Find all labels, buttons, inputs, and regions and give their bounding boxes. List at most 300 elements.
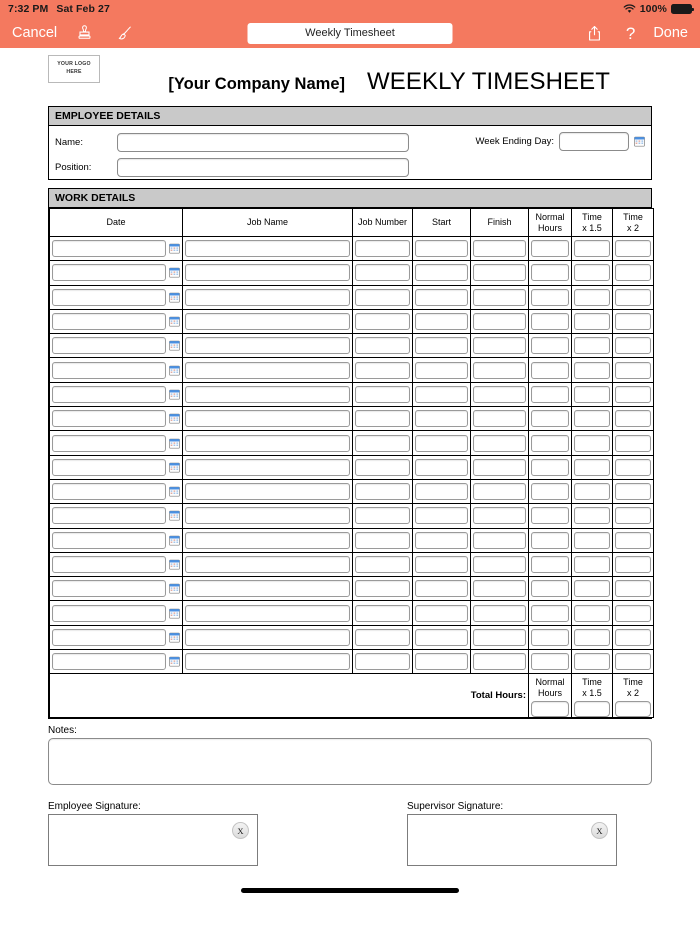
start-input[interactable] (415, 386, 468, 403)
calendar-icon[interactable] (169, 340, 180, 351)
date-input[interactable] (52, 459, 166, 476)
start-input[interactable] (415, 629, 468, 646)
cell-start (413, 504, 471, 528)
normal-hours-input[interactable] (531, 264, 569, 281)
job-number-input[interactable] (355, 532, 410, 549)
date-input[interactable] (52, 580, 166, 597)
job-number-input[interactable] (355, 435, 410, 452)
job-name-input[interactable] (185, 605, 350, 622)
calendar-icon[interactable] (634, 136, 645, 147)
cell-date (50, 455, 183, 479)
time-1-5-input[interactable] (574, 483, 610, 500)
clear-supervisor-signature-button[interactable]: X (591, 822, 608, 839)
table-body (50, 237, 654, 674)
employee-details-header: EMPLOYEE DETAILS (49, 107, 651, 126)
cell-finish (471, 261, 529, 285)
cell-finish (471, 285, 529, 309)
cell-job-number (353, 504, 413, 528)
job-name-input[interactable] (185, 337, 350, 354)
column-header-time-1-5 (572, 209, 613, 237)
notes-label: Notes: (48, 725, 77, 737)
cell-time-1-5 (572, 528, 613, 552)
job-name-input[interactable] (185, 410, 350, 427)
table-row (50, 309, 654, 333)
stamp-icon[interactable] (71, 22, 97, 44)
finish-input[interactable] (473, 410, 526, 427)
finish-input[interactable] (473, 483, 526, 500)
time-2-input[interactable] (615, 556, 651, 573)
cell-normal-hours (529, 285, 572, 309)
cell-time-1-5 (572, 650, 613, 674)
cell-job-number (353, 285, 413, 309)
normal-hours-input[interactable] (531, 240, 569, 257)
employee-name-input[interactable] (117, 133, 409, 152)
cell-job-name (183, 334, 353, 358)
date-input[interactable] (52, 507, 166, 524)
cell-job-name (183, 382, 353, 406)
table-footer (50, 674, 654, 718)
battery-full-icon (671, 4, 692, 14)
table-row (50, 358, 654, 382)
cell-time-1-5 (572, 504, 613, 528)
cell-job-name (183, 625, 353, 649)
job-number-input[interactable] (355, 264, 410, 281)
job-name-input[interactable] (185, 653, 350, 670)
calendar-icon[interactable] (169, 267, 180, 278)
finish-input[interactable] (473, 556, 526, 573)
start-input[interactable] (415, 240, 468, 257)
normal-hours-input[interactable] (531, 507, 569, 524)
normal-hours-input[interactable] (531, 532, 569, 549)
job-number-input[interactable] (355, 629, 410, 646)
date-input[interactable] (52, 410, 166, 427)
time-2-input[interactable] (615, 532, 651, 549)
time-2-input[interactable] (615, 653, 651, 670)
time-1-5-input[interactable] (574, 580, 610, 597)
cell-time-2 (613, 528, 654, 552)
table-row (50, 577, 654, 601)
calendar-icon[interactable] (169, 608, 180, 619)
time-1-5-input[interactable] (574, 605, 610, 622)
cell-job-name (183, 552, 353, 576)
finish-input[interactable] (473, 653, 526, 670)
employee-signature-label: Employee Signature: (48, 801, 141, 813)
status-bar-left (8, 3, 110, 15)
cell-finish (471, 334, 529, 358)
start-input[interactable] (415, 410, 468, 427)
cell-job-number (353, 455, 413, 479)
cancel-button[interactable]: Cancel (12, 24, 58, 41)
total-time-1-5-cell (572, 674, 613, 718)
cell-start (413, 407, 471, 431)
totals-row (50, 674, 654, 718)
cell-start (413, 552, 471, 576)
time-1-5-input[interactable] (574, 532, 610, 549)
table-row (50, 601, 654, 625)
cell-job-number (353, 625, 413, 649)
cell-start (413, 261, 471, 285)
total-normal-hours-label: Normal Hours (535, 677, 565, 698)
finish-input[interactable] (473, 629, 526, 646)
cell-time-2 (613, 382, 654, 406)
logo-placeholder-line1: YOUR LOGO (57, 61, 91, 68)
finish-input[interactable] (473, 337, 526, 354)
normal-hours-input[interactable] (531, 337, 569, 354)
finish-input[interactable] (473, 362, 526, 379)
calendar-icon[interactable] (169, 583, 180, 594)
cell-finish (471, 479, 529, 503)
start-input[interactable] (415, 362, 468, 379)
total-time-2-input[interactable] (615, 701, 651, 717)
start-input[interactable] (415, 580, 468, 597)
time-2-input[interactable] (615, 459, 651, 476)
total-time-2-label: Time x 2 (623, 677, 643, 698)
job-number-input[interactable] (355, 386, 410, 403)
start-input[interactable] (415, 337, 468, 354)
cell-time-1-5 (572, 577, 613, 601)
table-row (50, 455, 654, 479)
employee-position-input[interactable] (117, 158, 409, 177)
finish-input[interactable] (473, 264, 526, 281)
brush-icon[interactable] (111, 22, 137, 44)
job-number-input[interactable] (355, 556, 410, 573)
date-input[interactable] (52, 289, 166, 306)
cell-normal-hours (529, 431, 572, 455)
cell-job-number (353, 552, 413, 576)
time-1-5-input[interactable] (574, 313, 610, 330)
company-name[interactable]: [Your Company Name] (168, 75, 345, 93)
employee-details-body (49, 126, 651, 179)
cell-time-2 (613, 625, 654, 649)
cell-normal-hours (529, 358, 572, 382)
date-input[interactable] (52, 313, 166, 330)
job-number-input[interactable] (355, 483, 410, 500)
cell-time-2 (613, 261, 654, 285)
normal-hours-input[interactable] (531, 435, 569, 452)
done-button[interactable]: Done (653, 24, 688, 41)
week-ending-input[interactable] (559, 132, 629, 151)
time-2-input[interactable] (615, 264, 651, 281)
time-2-line1: Time (623, 212, 643, 223)
cell-job-name (183, 285, 353, 309)
normal-hours-input[interactable] (531, 313, 569, 330)
job-number-input[interactable] (355, 410, 410, 427)
cell-time-1-5 (572, 552, 613, 576)
job-number-input[interactable] (355, 337, 410, 354)
cell-normal-hours (529, 479, 572, 503)
job-name-input[interactable] (185, 362, 350, 379)
start-input[interactable] (415, 605, 468, 622)
job-name-input[interactable] (185, 289, 350, 306)
cell-date (50, 285, 183, 309)
cell-finish (471, 431, 529, 455)
cell-time-2 (613, 650, 654, 674)
job-name-input[interactable] (185, 483, 350, 500)
time-2-input[interactable] (615, 483, 651, 500)
column-header-date: Date (50, 209, 183, 237)
table-row (50, 334, 654, 358)
job-number-input[interactable] (355, 580, 410, 597)
time-2-input[interactable] (615, 410, 651, 427)
time-1-5-input[interactable] (574, 507, 610, 524)
cell-job-number (353, 382, 413, 406)
job-name-input[interactable] (185, 313, 350, 330)
time-1-5-input[interactable] (574, 289, 610, 306)
cell-date (50, 261, 183, 285)
start-input[interactable] (415, 507, 468, 524)
finish-input[interactable] (473, 313, 526, 330)
start-input[interactable] (415, 483, 468, 500)
job-number-input[interactable] (355, 507, 410, 524)
normal-hours-input[interactable] (531, 629, 569, 646)
start-input[interactable] (415, 264, 468, 281)
cell-job-number (353, 650, 413, 674)
calendar-icon[interactable] (169, 292, 180, 303)
status-bar-time: 7:32 PM (8, 3, 49, 15)
cell-normal-hours (529, 552, 572, 576)
time-2-input[interactable] (615, 337, 651, 354)
cell-job-name (183, 407, 353, 431)
job-number-input[interactable] (355, 240, 410, 257)
table-row (50, 407, 654, 431)
normal-hours-input[interactable] (531, 483, 569, 500)
table-row (50, 261, 654, 285)
finish-input[interactable] (473, 289, 526, 306)
job-name-input[interactable] (185, 264, 350, 281)
calendar-icon[interactable] (169, 389, 180, 400)
time-1-5-line1: Time (582, 212, 602, 223)
cell-time-1-5 (572, 358, 613, 382)
start-input[interactable] (415, 289, 468, 306)
cell-time-2 (613, 431, 654, 455)
calendar-icon[interactable] (169, 462, 180, 473)
table-row (50, 528, 654, 552)
column-header-job-name: Job Name (183, 209, 353, 237)
start-input[interactable] (415, 435, 468, 452)
cell-date (50, 334, 183, 358)
table-header (50, 209, 654, 237)
calendar-icon[interactable] (169, 365, 180, 376)
job-number-input[interactable] (355, 605, 410, 622)
notes-input[interactable] (48, 738, 652, 785)
time-1-5-input[interactable] (574, 337, 610, 354)
wifi-icon (623, 4, 636, 14)
total-time-1-5-input[interactable] (574, 701, 610, 717)
start-input[interactable] (415, 459, 468, 476)
cell-time-2 (613, 504, 654, 528)
cell-start (413, 285, 471, 309)
cell-finish (471, 407, 529, 431)
time-2-input[interactable] (615, 386, 651, 403)
job-number-input[interactable] (355, 289, 410, 306)
normal-hours-input[interactable] (531, 605, 569, 622)
job-name-input[interactable] (185, 556, 350, 573)
document-title-field[interactable] (248, 23, 453, 44)
time-2-input[interactable] (615, 629, 651, 646)
normal-hours-input[interactable] (531, 386, 569, 403)
calendar-icon[interactable] (169, 316, 180, 327)
date-input[interactable] (52, 264, 166, 281)
normal-hours-input[interactable] (531, 459, 569, 476)
ios-status-bar (0, 0, 700, 18)
time-1-5-input[interactable] (574, 362, 610, 379)
help-button[interactable]: ? (625, 23, 636, 43)
calendar-icon[interactable] (169, 243, 180, 254)
job-name-input[interactable] (185, 240, 350, 257)
cell-finish (471, 237, 529, 261)
date-input[interactable] (52, 337, 166, 354)
status-bar-date: Sat Feb 27 (56, 3, 110, 15)
cell-start (413, 431, 471, 455)
cell-date (50, 528, 183, 552)
table-row (50, 625, 654, 649)
employee-signature-pad[interactable] (48, 814, 258, 866)
cell-job-name (183, 650, 353, 674)
finish-input[interactable] (473, 240, 526, 257)
normal-hours-input[interactable] (531, 653, 569, 670)
time-1-5-input[interactable] (574, 435, 610, 452)
cell-job-number (353, 237, 413, 261)
calendar-icon[interactable] (169, 413, 180, 424)
cell-job-name (183, 504, 353, 528)
job-number-input[interactable] (355, 459, 410, 476)
cell-time-1-5 (572, 237, 613, 261)
date-input[interactable] (52, 240, 166, 257)
calendar-icon[interactable] (169, 486, 180, 497)
job-name-input[interactable] (185, 435, 350, 452)
job-name-input[interactable] (185, 629, 350, 646)
start-input[interactable] (415, 313, 468, 330)
cell-time-1-5 (572, 601, 613, 625)
calendar-icon[interactable] (169, 656, 180, 667)
cell-job-number (353, 601, 413, 625)
time-1-5-input[interactable] (574, 653, 610, 670)
start-input[interactable] (415, 653, 468, 670)
time-1-5-input[interactable] (574, 264, 610, 281)
start-input[interactable] (415, 556, 468, 573)
date-input[interactable] (52, 435, 166, 452)
cell-job-name (183, 455, 353, 479)
time-2-input[interactable] (615, 240, 651, 257)
time-1-5-input[interactable] (574, 386, 610, 403)
time-1-5-input[interactable] (574, 556, 610, 573)
calendar-icon[interactable] (169, 559, 180, 570)
finish-input[interactable] (473, 532, 526, 549)
time-2-input[interactable] (615, 435, 651, 452)
calendar-icon[interactable] (169, 438, 180, 449)
job-number-input[interactable] (355, 362, 410, 379)
time-1-5-input[interactable] (574, 459, 610, 476)
time-2-input[interactable] (615, 580, 651, 597)
cell-date (50, 407, 183, 431)
job-name-input[interactable] (185, 507, 350, 524)
cell-job-name (183, 601, 353, 625)
cell-job-number (353, 528, 413, 552)
date-input[interactable] (52, 629, 166, 646)
week-ending-group (475, 132, 645, 151)
date-input[interactable] (52, 605, 166, 622)
normal-hours-input[interactable] (531, 556, 569, 573)
table-row (50, 504, 654, 528)
time-1-5-input[interactable] (574, 629, 610, 646)
date-input[interactable] (52, 556, 166, 573)
finish-input[interactable] (473, 605, 526, 622)
column-header-finish: Finish (471, 209, 529, 237)
time-2-input[interactable] (615, 313, 651, 330)
cell-normal-hours (529, 261, 572, 285)
cell-finish (471, 528, 529, 552)
finish-input[interactable] (473, 459, 526, 476)
job-name-input[interactable] (185, 580, 350, 597)
time-1-5-input[interactable] (574, 240, 610, 257)
start-input[interactable] (415, 532, 468, 549)
calendar-icon[interactable] (169, 632, 180, 643)
calendar-icon[interactable] (169, 510, 180, 521)
cell-time-1-5 (572, 625, 613, 649)
clear-employee-signature-button[interactable]: X (232, 822, 249, 839)
cell-normal-hours (529, 625, 572, 649)
job-number-input[interactable] (355, 653, 410, 670)
time-2-input[interactable] (615, 507, 651, 524)
table-row (50, 552, 654, 576)
notes-section (48, 725, 652, 785)
document-title-text: Weekly Timesheet (305, 27, 395, 39)
cell-normal-hours (529, 650, 572, 674)
time-2-input[interactable] (615, 289, 651, 306)
cell-job-number (353, 577, 413, 601)
normal-hours-input[interactable] (531, 410, 569, 427)
job-name-input[interactable] (185, 459, 350, 476)
total-time-2-cell (613, 674, 654, 718)
finish-input[interactable] (473, 507, 526, 524)
cell-job-name (183, 309, 353, 333)
time-2-input[interactable] (615, 362, 651, 379)
date-input[interactable] (52, 653, 166, 670)
date-input[interactable] (52, 532, 166, 549)
total-normal-hours-input[interactable] (531, 701, 569, 717)
date-input[interactable] (52, 386, 166, 403)
normal-hours-input[interactable] (531, 289, 569, 306)
column-header-job-number: Job Number (353, 209, 413, 237)
document-header (0, 48, 700, 106)
job-number-input[interactable] (355, 313, 410, 330)
normal-hours-input[interactable] (531, 580, 569, 597)
total-time-1-5-label: Time x 1.5 (582, 677, 602, 698)
share-icon[interactable] (582, 22, 608, 44)
table-row (50, 285, 654, 309)
employee-signature-block (48, 801, 258, 866)
job-name-input[interactable] (185, 386, 350, 403)
normal-hours-input[interactable] (531, 362, 569, 379)
job-name-input[interactable] (185, 532, 350, 549)
date-input[interactable] (52, 362, 166, 379)
finish-input[interactable] (473, 435, 526, 452)
time-1-5-input[interactable] (574, 410, 610, 427)
supervisor-signature-pad[interactable] (407, 814, 617, 866)
finish-input[interactable] (473, 580, 526, 597)
time-2-input[interactable] (615, 605, 651, 622)
cell-date (50, 382, 183, 406)
employee-position-row (55, 156, 645, 178)
finish-input[interactable] (473, 386, 526, 403)
calendar-icon[interactable] (169, 535, 180, 546)
cell-finish (471, 625, 529, 649)
supervisor-signature-label: Supervisor Signature: (407, 801, 504, 813)
cell-finish (471, 358, 529, 382)
normal-hours-line2: Hours (537, 222, 562, 233)
cell-normal-hours (529, 237, 572, 261)
date-input[interactable] (52, 483, 166, 500)
